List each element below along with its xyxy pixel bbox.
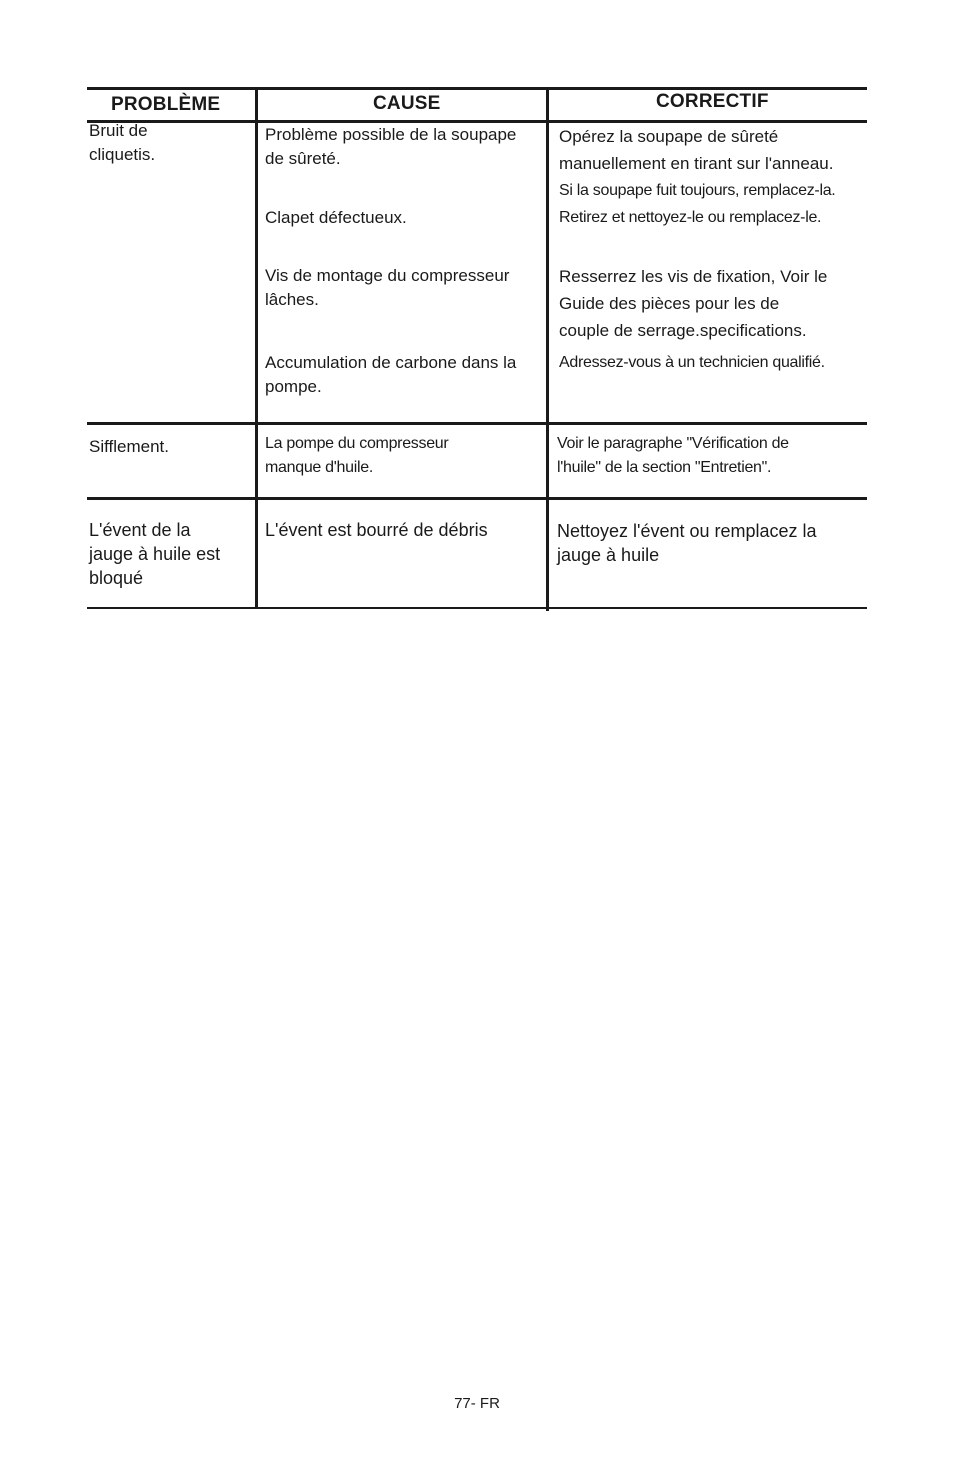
cause-text: Clapet défectueux. [265, 208, 407, 227]
correctif-cell [559, 206, 821, 230]
correctif-text: couple de serrage.specifications. [559, 321, 807, 340]
correctif-text: l'huile" de la section "Entretien". [557, 459, 772, 476]
table-top-rule [87, 87, 867, 90]
correctif-text: manuellement en tirant sur l'anneau. [559, 154, 834, 173]
header-correctif: CORRECTIF [656, 91, 769, 112]
cause-text: lâches. [265, 290, 319, 309]
correctif-text: Resserrez les vis de fixation, Voir le [559, 267, 828, 286]
problem-cell [89, 119, 155, 167]
correctif-cell [559, 351, 825, 375]
problem-cell [89, 518, 220, 590]
column-divider [255, 88, 258, 609]
cause-cell [265, 264, 509, 312]
correctif-text: jauge à huile [557, 545, 660, 565]
cause-text: Vis de montage du compresseur [265, 266, 510, 285]
problem-text: bloqué [89, 568, 144, 588]
problem-cell [89, 435, 169, 459]
cause-text: L'évent est bourré de débris [265, 520, 488, 540]
column-divider [546, 88, 549, 611]
page-number: 77- FR [454, 1395, 500, 1412]
cause-text: manque d'huile. [265, 459, 373, 476]
cause-text: La pompe du compresseur [265, 435, 449, 452]
correctif-text: Voir le paragraphe "Vérification de [557, 435, 789, 452]
problem-text: jauge à huile est [89, 544, 221, 564]
cause-cell [265, 518, 488, 542]
problem-text: Bruit de [89, 121, 148, 140]
header-probleme: PROBLÈME [111, 94, 221, 115]
problem-text: Sifflement. [89, 437, 170, 456]
cause-text: de sûreté. [265, 149, 341, 168]
problem-text: L'évent de la [89, 520, 191, 540]
cause-text: Problème possible de la soupape [265, 125, 517, 144]
cause-cell [265, 351, 516, 399]
cause-text: pompe. [265, 377, 322, 396]
row-divider [87, 497, 867, 500]
correctif-text: Adressez-vous à un technicien qualifié. [559, 354, 825, 371]
correctif-text: Opérez la soupape de sûreté [559, 127, 779, 146]
header-cause: CAUSE [373, 93, 441, 114]
correctif-cell [559, 263, 827, 344]
correctif-text: Guide des pièces pour les de [559, 294, 780, 313]
problem-text: cliquetis. [89, 145, 156, 164]
correctif-text: Si la soupape fuit toujours, remplacez-la. [559, 182, 836, 199]
correctif-text: Nettoyez l'évent ou remplacez la [557, 521, 817, 541]
correctif-cell [559, 123, 835, 204]
cause-cell [265, 123, 516, 171]
correctif-text: Retirez et nettoyez-le ou remplacez-le. [559, 209, 822, 226]
table-bottom-rule [87, 607, 867, 609]
correctif-cell [557, 519, 817, 567]
correctif-cell [557, 432, 789, 480]
row-divider [87, 422, 867, 425]
cause-cell [265, 206, 407, 230]
cause-text: Accumulation de carbone dans la [265, 353, 517, 372]
cause-cell [265, 432, 448, 480]
